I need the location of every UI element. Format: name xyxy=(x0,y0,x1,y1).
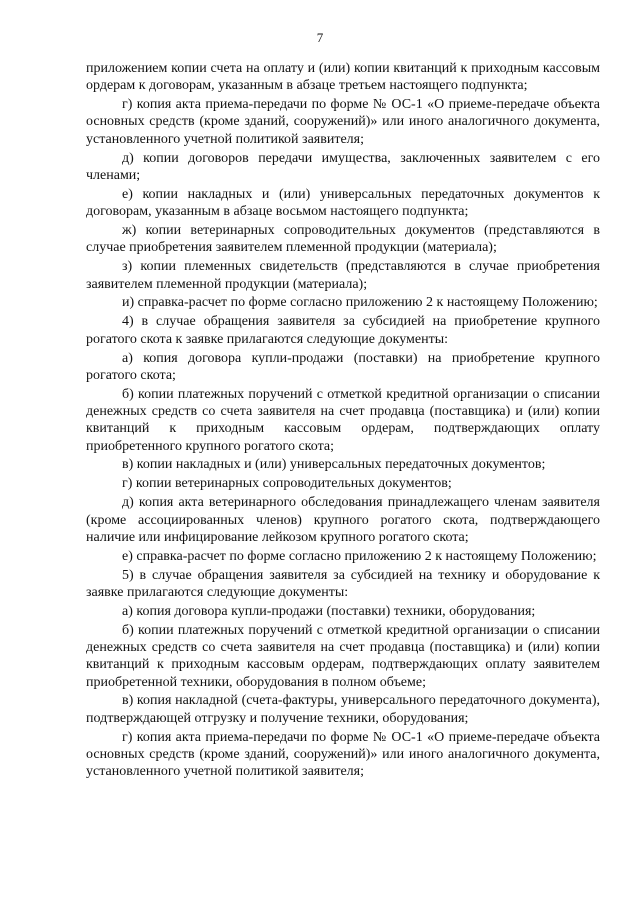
paragraph: б) копии платежных поручений с отметкой кредитной организации о списании денежных средств со счета заявителя на счет продавца (поставщика) и (или) копии квитанций к приходным кассовым ордерам, подтверждающих оплату заявителем приобретенной техники, оборудования в полном объеме; xyxy=(86,622,600,690)
paragraph: а) копия договора купли-продажи (поставки) техники, оборудования; xyxy=(122,603,536,619)
paragraph: 4) в случае обращения заявителя за субсидией на приобретение крупного рогатого скота к заявке прилагаются следующие документы: xyxy=(86,314,600,347)
page-number: 7 xyxy=(316,30,324,45)
paragraph: а) копия договора купли-продажи (поставки) на приобретение крупного рогатого скота; xyxy=(86,350,600,383)
paragraph: приложением копии счета на оплату и (или) копии квитанций к приходным кассовым ордерам к договорам, указанным в абзаце третьем настоящего подпункта; xyxy=(86,61,600,94)
paragraph: е) справка-расчет по форме согласно приложению 2 к настоящему Положению; xyxy=(122,548,597,564)
paragraph: е) копии накладных и (или) универсальных передаточных документов к договорам, указанным в абзаце восьмом настоящего подпункта; xyxy=(86,186,600,220)
paragraph: ж) копии ветеринарных сопроводительных документов (представляются в случае приобретения заявителем племенной продукции (материала); xyxy=(86,223,600,256)
paragraph: д) копии договоров передачи имущества, заключенных заявителем с его членами; xyxy=(86,150,600,183)
paragraph: г) копия акта приема-передачи по форме № ОС-1 «О приеме-передаче объекта основных средств (кроме зданий, сооружений)» или иного аналогичного документа, установленного учетной политикой заявителя; xyxy=(86,729,600,780)
paragraph: 5) в случае обращения заявителя за субсидией на технику и оборудование к заявке прилагаются следующие документы: xyxy=(86,567,600,600)
paragraph: в) копии накладных и (или) универсальных передаточных документов; xyxy=(122,457,546,473)
paragraph: г) копии ветеринарных сопроводительных документов; xyxy=(122,476,452,492)
paragraph: д) копия акта ветеринарного обследования принадлежащего членам заявителя (кроме ассоциированных членов) крупного рогатого скота, подтверждающего наличие или инфицирование лейкозом крупного рогатого скота; xyxy=(86,495,600,545)
paragraph: б) копии платежных поручений с отметкой кредитной организации о списании денежных средств со счета заявителя на счет продавца (поставщика) и (или) копии квитанций к приходным кассовым ордерам, подтверждающих оплату приобретенного крупного рогатого скота; xyxy=(86,386,600,454)
paragraph: з) копии племенных свидетельств (представляются в случае приобретения заявителем племенной продукции (материала); xyxy=(86,259,600,292)
paragraph: и) справка-расчет по форме согласно приложению 2 к настоящему Положению; xyxy=(122,295,598,311)
paragraph: г) копия акта приема-передачи по форме № ОС-1 «О приеме-передаче объекта основных средств (кроме зданий, сооружений)» или иного аналогичного документа, установленного учетной политикой заявителя; xyxy=(86,97,600,147)
document-body xyxy=(86,60,600,782)
paragraph: в) копия накладной (счета-фактуры, универсального передаточного документа), подтверждающей отгрузку и получение техники, оборудования; xyxy=(86,693,600,726)
